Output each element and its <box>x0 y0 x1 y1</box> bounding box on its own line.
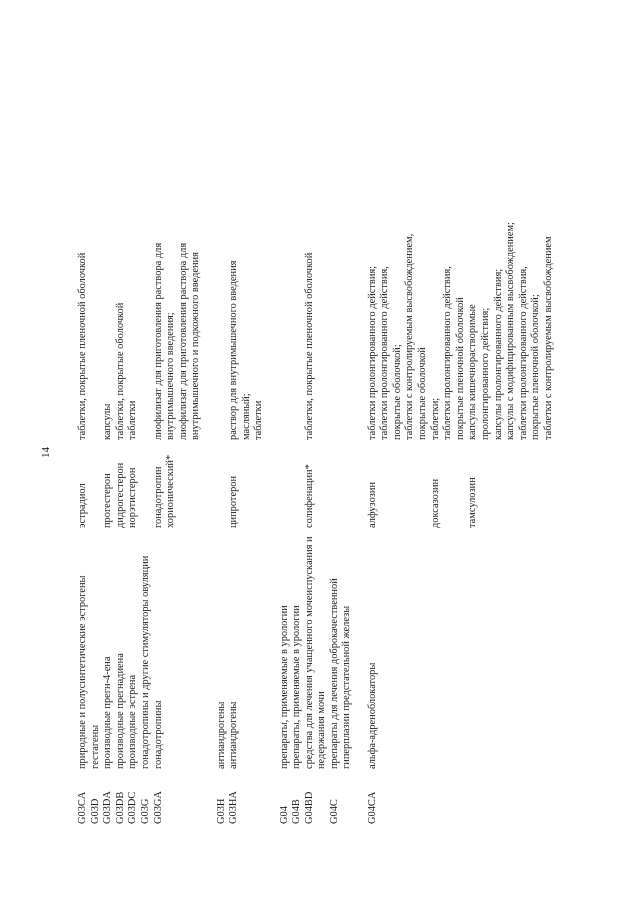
group-name: антиандрогены <box>215 701 227 769</box>
drug-column <box>77 440 203 528</box>
dosage-form: таблетки, покрытые пленочной оболочкой <box>77 252 88 440</box>
group-name: производные прегнадиена <box>114 653 126 769</box>
atc-code: G03G <box>139 798 151 824</box>
dosage-form: лиофилизат для приготовления раствора для внутримышечного и подкожного введения <box>177 242 202 440</box>
group-name: антиандрогены <box>228 701 240 769</box>
dosage-form: таблетки с контролируемым высвобождением, покрытые оболочкой <box>404 233 429 440</box>
dosage-form-column <box>467 220 555 440</box>
dosage-form: капсулы <box>102 403 114 440</box>
drug-name <box>216 440 229 528</box>
group-name: гонадотропины <box>152 700 164 769</box>
atc-code: G03GA <box>152 791 164 824</box>
dosage-form: таблетки <box>253 400 265 440</box>
dosage-form-column <box>279 220 355 440</box>
drug-name: тамсулозин <box>467 477 479 528</box>
dosage-form-column <box>216 220 266 440</box>
dosage-form: капсулы с модифицированным высвобождением; <box>505 222 517 440</box>
dosage-form: таблетки пролонгированного действия, покрытые оболочкой; <box>379 266 403 440</box>
drug-name: алфузозин <box>366 481 378 528</box>
dosage-form: лиофилизат для приготовления раствора для внутримышечного введения; <box>152 242 177 440</box>
group-name: производные прегн-4-ена <box>102 656 114 769</box>
dosage-form: таблетки <box>127 400 139 440</box>
group-name: производные эстрена <box>127 674 139 769</box>
group-name: средства для лечения учащенного мочеиспускания и недержания мочи <box>303 536 328 769</box>
atc-code: G03DB <box>114 791 126 824</box>
drug-name: дидрогестерон <box>114 462 126 528</box>
drug-column <box>216 440 266 528</box>
drug-column <box>467 440 555 528</box>
code-column <box>216 769 266 824</box>
drug-column <box>430 440 468 528</box>
atc-code: G03HA <box>228 791 240 824</box>
code-column <box>77 769 203 824</box>
group-name-column <box>367 528 556 769</box>
dosage-form <box>140 220 153 440</box>
table-row-group <box>279 54 355 824</box>
group-name: альфа-адреноблокаторы <box>366 662 378 769</box>
drug-name <box>279 440 292 528</box>
drug-name <box>90 440 103 528</box>
group-name: препараты, применяемые в урологии <box>278 605 290 769</box>
group-name: гестагены <box>89 724 101 769</box>
dosage-form <box>291 220 304 440</box>
dosage-form: таблетки, покрытые оболочкой <box>114 302 126 440</box>
drug-block <box>467 54 555 528</box>
dosage-form <box>90 220 103 440</box>
group-name: препараты, применяемые в урологии <box>291 605 303 769</box>
table-row-group <box>367 54 556 824</box>
dosage-form: таблетки с контролируемым высвобождением <box>542 236 554 440</box>
dosage-form: таблетки пролонгированного действия, покрытые пленочной оболочкой; <box>517 266 542 440</box>
atc-code: G04CA <box>366 791 378 824</box>
dosage-form: таблетки; <box>429 397 441 440</box>
dosage-form-column <box>367 220 430 440</box>
dosage-form: раствор для внутримышечного введения масляный; <box>228 260 252 440</box>
dosage-form: капсулы пролонгированного действия; <box>492 268 504 440</box>
drug-name: прогестерон <box>102 473 114 528</box>
drug-column <box>279 440 355 528</box>
atc-code: G03CA <box>77 791 88 824</box>
drug-name: эстрадиол <box>77 483 88 528</box>
drug-name: норэтистерон <box>127 467 139 528</box>
code-column <box>279 769 355 824</box>
atc-code <box>316 769 329 824</box>
table-row-group <box>216 54 266 824</box>
drug-column <box>367 440 430 528</box>
atc-code: G03D <box>89 798 101 824</box>
atc-code: G03H <box>215 798 227 824</box>
atc-code: G03DC <box>127 791 139 824</box>
group-name: гонадотропины и другие стимуляторы овуляции <box>139 555 151 769</box>
table-row-group <box>77 54 203 824</box>
atc-code: G03DA <box>102 791 114 824</box>
group-name-column <box>279 528 355 769</box>
dosage-form: капсулы кишечнорастворимые пролонгированного действия; <box>467 304 491 440</box>
dosage-form <box>216 220 229 440</box>
page-number: 14 <box>40 447 52 458</box>
dosage-form-column <box>430 220 468 440</box>
atc-code: G04 <box>278 806 290 824</box>
dosage-form <box>279 220 292 440</box>
group-name-column <box>216 528 266 769</box>
drug-name: гонадотропин хорионический* <box>152 454 177 528</box>
drug-name <box>291 440 304 528</box>
atc-table <box>77 54 568 824</box>
drug-block <box>367 54 430 528</box>
atc-code: G04B <box>291 799 303 824</box>
drug-name: ципротерон <box>228 475 240 528</box>
drug-name <box>140 440 153 528</box>
group-name: природные и полусинтетические эстрогены <box>77 575 88 769</box>
drug-name: солифенацин* <box>303 464 315 528</box>
drug-name: доксазозин <box>429 478 441 528</box>
drug-block <box>430 54 468 528</box>
atc-code: G04C <box>328 799 340 824</box>
dosage-form: таблетки пролонгированного действия, покрытые пленочной оболочкой <box>442 266 466 440</box>
dosage-form: таблетки, покрытые пленочной оболочкой <box>303 252 315 440</box>
atc-code: G04BD <box>303 791 315 824</box>
group-name: препараты для лечения доброкачественной гиперплазии предстательной железы <box>328 578 353 769</box>
dosage-form-column <box>77 220 203 440</box>
group-name-column <box>77 528 203 769</box>
dosage-form: таблетки пролонгированного действия; <box>366 265 378 440</box>
code-column <box>367 769 556 824</box>
drug-blocks <box>367 54 556 528</box>
